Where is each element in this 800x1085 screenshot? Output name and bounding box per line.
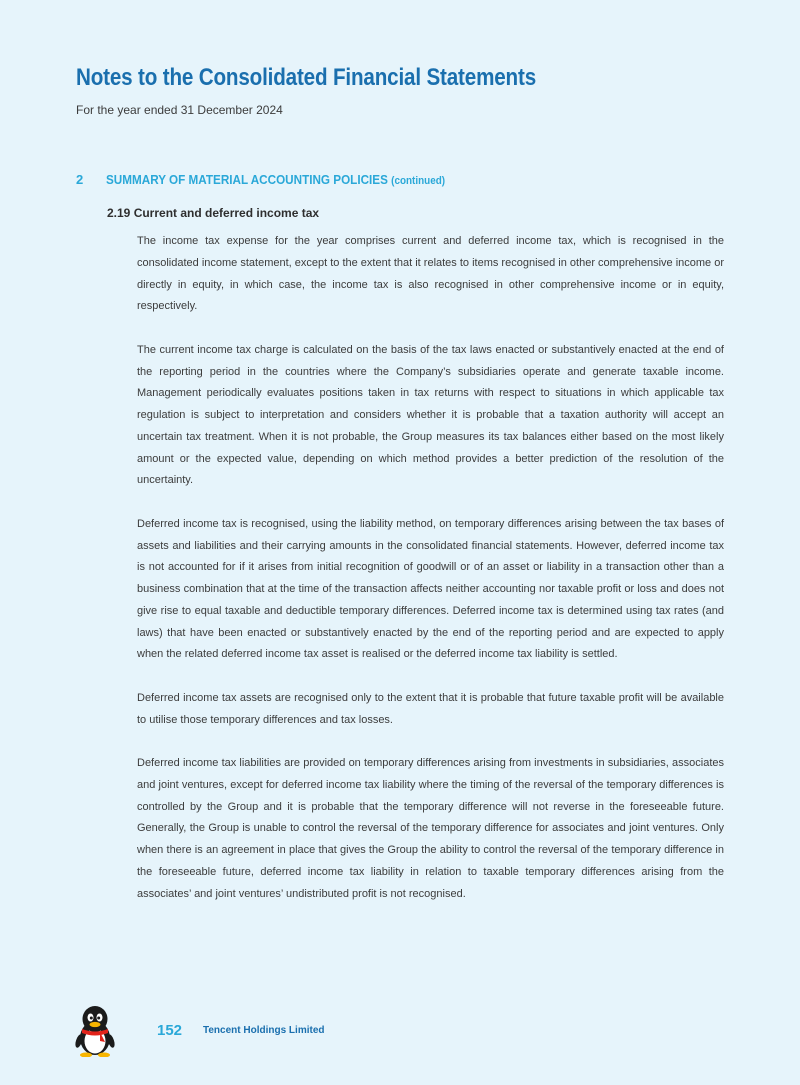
section-continued-label: (continued) — [391, 175, 446, 187]
company-name: Tencent Holdings Limited — [203, 1025, 325, 1036]
paragraph-current-income-tax: The current income tax charge is calculated on the basis of the tax laws enacted or substantively enacted at the end of the reporting period in the countries where the Company’s subsidiaries operate and generate taxable income. Management periodically evaluates positions taken in tax returns with respect to situations in which applicable tax regulation is subject to interpretation and considers whether it is probable that a taxation authority will accept an uncertain tax treatment. When it is not probable, the Group measures its tax balances either based on the most likely amount or the expected value, depending on which method provides a better prediction of the resolution of the uncertainty. — [137, 343, 724, 487]
paragraph-income-tax-expense: The income tax expense for the year comprises current and deferred income tax, which is recognised in the consolidated income statement, except to the extent that it relates to items recognised in other comprehensive income or directly in equity, in which case, the income tax is also recognised in other comprehensive income or in equity, respectively. — [137, 235, 724, 313]
page-subtitle: For the year ended 31 December 2024 — [76, 103, 283, 117]
section-heading — [76, 172, 726, 187]
paragraph-deferred-income-tax: Deferred income tax is recognised, using the liability method, on temporary differences arising between the tax bases of assets and liabilities and their carrying amounts in the consolidated financial statements. However, deferred income tax is not accounted for if it arises from initial recognition of goodwill or of an asset or liability in a transaction other than a business combination that at the time of the transaction affects neither accounting nor taxable profit or loss and does not give rise to equal taxable and deductible temporary differences. Deferred income tax is determined using tax rates (and laws) that have been enacted or substantively enacted by the end of the reporting period and are expected to apply when the related deferred income tax asset is realised or the deferred income tax liability is settled. — [137, 517, 724, 661]
subsection-heading: 2.19 Current and deferred income tax — [107, 206, 320, 220]
page-footer — [0, 1005, 800, 1065]
penguin-mascot-icon — [74, 1005, 116, 1057]
paragraph-deferred-tax-assets: Deferred income tax assets are recognised only to the extent that it is probable that future taxable profit will be available to utilise those temporary differences and tax losses. — [137, 691, 724, 726]
body-text — [137, 231, 724, 927]
page-title: Notes to the Consolidated Financial Statements — [76, 64, 537, 91]
section-title: SUMMARY OF MATERIAL ACCOUNTING POLICIES — [106, 172, 388, 187]
section-number: 2 — [76, 172, 84, 187]
section-title-wrap — [106, 172, 445, 187]
paragraph-deferred-tax-liabilities: Deferred income tax liabilities are provided on temporary differences arising from investments in subsidiaries, associates and joint ventures, except for deferred income tax liability where the timing of the reversal of the temporary differences is controlled by the Group and it is probable that the temporary difference will not reverse in the foreseeable future. Generally, the Group is unable to control the reversal of the temporary difference for associates and joint ventures. Only when there is an agreement in place that gives the Group the ability to control the reversal of the temporary difference in the foreseeable future, deferred income tax liability in relation to taxable temporary differences arising from the associates’ and joint ventures’ undistributed profit is not recognised. — [137, 757, 724, 900]
page-number: 152 — [157, 1022, 183, 1039]
